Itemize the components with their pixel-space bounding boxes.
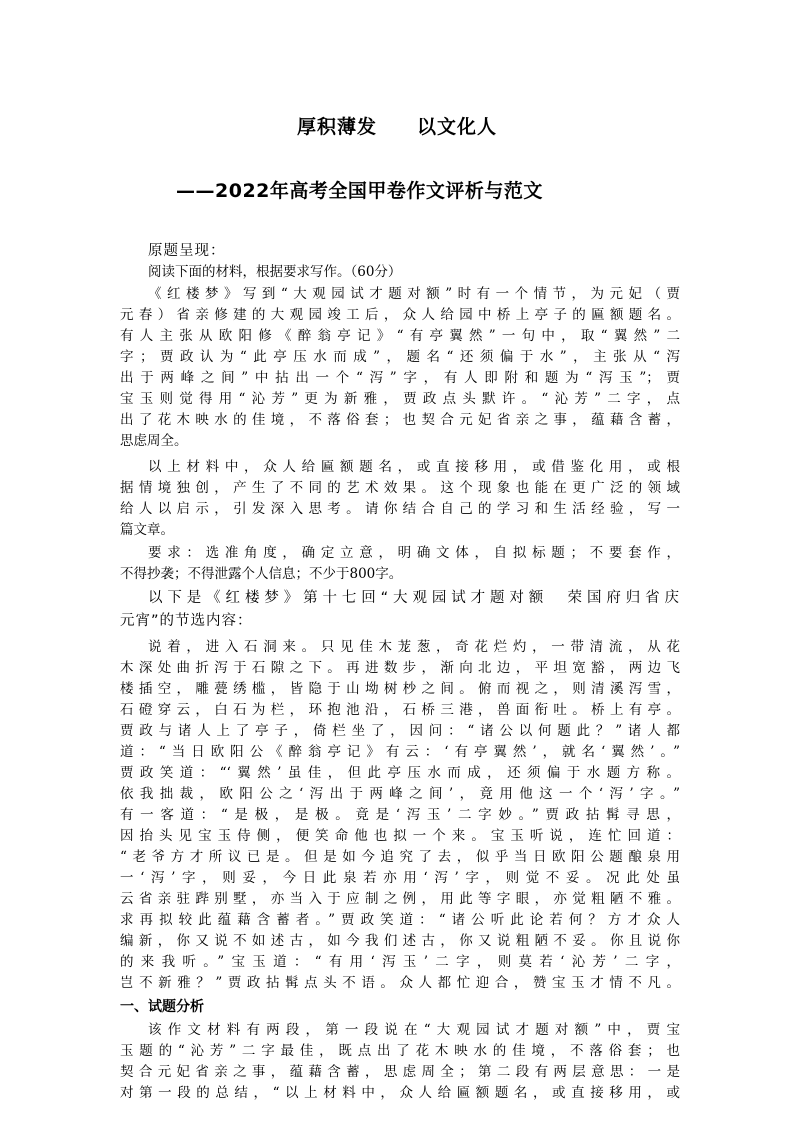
excerpt-line: 石磴穿云，白石为栏，环抱池沿，石桥三港，兽面衔吐。桥上有亭。 bbox=[120, 702, 680, 718]
analysis-heading: 一、试题分析 bbox=[120, 999, 204, 1015]
prompt-line: 据情境独创，产生了不同的艺术效果。这个现象也能在更广泛的领域 bbox=[120, 480, 680, 496]
excerpt-line: 云省亲驻跸别墅，亦当入于应制之例，用此等字眼，亦觉粗陋不雅。 bbox=[120, 891, 680, 907]
material-line: 宝玉则觉得用“沁芳”更为新雅，贾政点头默许。“沁芳”二字，点 bbox=[120, 391, 680, 407]
excerpt-line: 木深处曲折泻于石隙之下。再进数步，渐向北边，平坦宽豁，两边飞 bbox=[120, 660, 680, 676]
analysis-line: 对第一段的总结，“以上材料中，众人给匾额题名，或直接移用，或 bbox=[120, 1085, 680, 1101]
excerpt-line: “老爷方才所议已是。但是如今追究了去，似乎当日欧阳公题酿泉用 bbox=[120, 849, 680, 865]
excerpt-line: 求再拟较此蕴藉含蓄者。”贾政笑道：“诸公听此论若何？方才众人 bbox=[120, 912, 680, 928]
material-line: 元春）省亲修建的大观园竣工后，众人给园中桥上亭子的匾额题名。 bbox=[120, 307, 680, 323]
prompt-line: 篇文章。 bbox=[120, 522, 174, 538]
analysis-line: 玉题的“沁芳”二字最佳，既点出了花木映水的佳境，不落俗套；也 bbox=[120, 1043, 680, 1059]
page-subtitle: ——2022年高考全国甲卷作文评析与范文 bbox=[176, 180, 543, 202]
excerpt-line: 楼插空，雕甍绣槛，皆隐于山坳树杪之间。俯而视之，则清溪泻雪， bbox=[120, 681, 680, 697]
material-line: 《红楼梦》写到“大观园试才题对额”时有一个情节，为元妃（贾 bbox=[148, 286, 680, 302]
excerpt-line: 依我拙裁，欧阳公之‘泻出于两峰之间’，竟用他这一个‘泻’字。” bbox=[120, 786, 680, 802]
analysis-line: 契合元妃省亲之事，蕴藉含蓄，思虑周全；第二段有两层意思：一是 bbox=[120, 1064, 680, 1080]
analysis-line: 该作文材料有两段，第一段说在“大观园试才题对额”中，贾宝 bbox=[148, 1022, 680, 1038]
excerpt-line: 有一客道：“是极，是极。竟是‘泻玉’二字妙。”贾政拈髯寻思， bbox=[120, 807, 680, 823]
excerpt-line: 说着，进入石洞来。只见佳木茏葱，奇花烂灼，一带清流，从花 bbox=[148, 639, 680, 655]
excerpt-line: 贾政与诸人上了亭子，倚栏坐了，因问：“诸公以何题此？”诸人都 bbox=[120, 723, 680, 739]
section-label: 原题呈现： bbox=[148, 243, 226, 259]
excerpt-intro-line: 以下是《红楼梦》第十七回“大观园试才题对额 荣国府归省庆 bbox=[148, 590, 680, 606]
excerpt-line: 一‘泻’字，则妥，今日此泉若亦用‘泻’字，则觉不妥。况此处虽 bbox=[120, 870, 680, 886]
material-line: 思虑周全。 bbox=[120, 433, 188, 449]
excerpt-line: 岂不新雅？”贾政拈髯点头不语。众人都忙迎合，赞宝玉才情不凡。 bbox=[120, 975, 680, 991]
instruction-line: 阅读下面的材料，根据要求写作。（60分） bbox=[148, 264, 402, 280]
material-line: 有人主张从欧阳修《醉翁亭记》“有亭翼然”一句中，取“翼然”二 bbox=[120, 328, 680, 344]
excerpt-intro-line: 元宵”的节选内容： bbox=[120, 613, 253, 629]
prompt-line: 以上材料中，众人给匾额题名，或直接移用，或借鉴化用，或根 bbox=[148, 459, 680, 475]
excerpt-line: 编新，你又说不如述古，如今我们述古，你又说粗陋不妥。你且说你 bbox=[120, 933, 680, 949]
prompt-line: 给人以启示，引发深入思考。请你结合自己的学习和生活经验，写一 bbox=[120, 501, 680, 517]
requirement-line: 不得抄袭；不得泄露个人信息；不少于800字。 bbox=[120, 566, 403, 582]
requirement-line: 要求：选准角度，确定立意，明确文体，自拟标题；不要套作， bbox=[148, 545, 680, 561]
material-line: 出于两峰之间”中拈出一个“泻”字，有人即附和题为“泻玉”；贾 bbox=[120, 370, 680, 386]
excerpt-line: 贾政笑道：“‘翼然’虽佳，但此亭压水而成，还须偏于水题方称。 bbox=[120, 765, 680, 781]
material-line: 字；贾政认为“此亭压水而成”，题名“还须偏于水”，主张从“泻 bbox=[120, 349, 680, 365]
excerpt-line: 道：“当日欧阳公《醉翁亭记》有云：‘有亭翼然’，就名‘翼然’。” bbox=[120, 744, 680, 760]
excerpt-line: 的来我听。”宝玉道：“有用‘泻玉’二字，则莫若‘沁芳’二字， bbox=[120, 954, 680, 970]
page-title: 厚积薄发 以文化人 bbox=[296, 116, 497, 138]
material-line: 出了花木映水的佳境，不落俗套；也契合元妃省亲之事，蕴藉含蓄， bbox=[120, 412, 680, 428]
excerpt-line: 因抬头见宝玉侍侧，便笑命他也拟一个来。宝玉听说，连忙回道： bbox=[120, 828, 680, 844]
